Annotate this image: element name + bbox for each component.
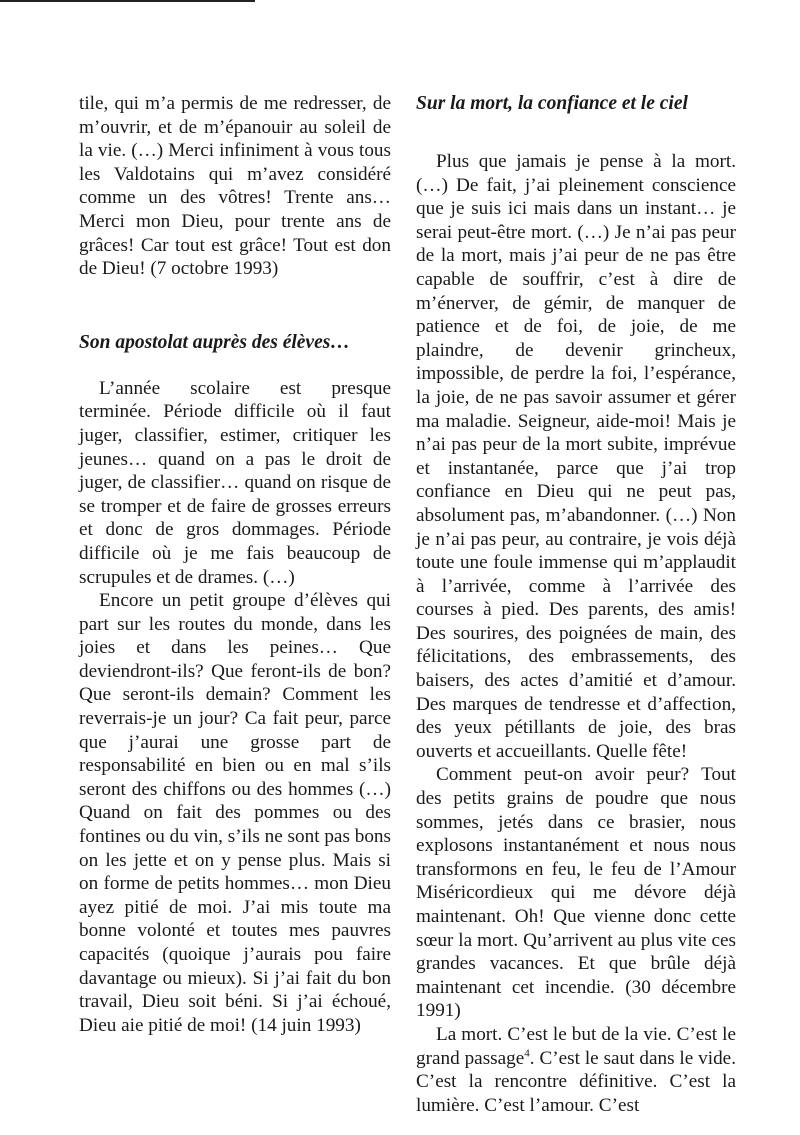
right-column — [416, 92, 736, 1117]
continued-paragraph: tile, qui m’a permis de me redresser, de m’ouvrir, et de m’épanouir au soleil de la vie. (…) Merci infiniment à vous tous les Valdotains qui m’avez considéré comme un des vôtres! Trente ans… Merci mon Dieu, pour trente ans de grâces! Car tout est grâce! Tout est don de Dieu! (7 octobre 1993) — [79, 93, 391, 280]
paragraph: Comment peut-on avoir peur? Tout des petits grains de poudre que nous sommes, jetés dans ce brasier, nous explosons instantanément et nous nous transformons en feu, le feu de l’Amour Miséricordieux qui me dévore déjà maintenant. Oh! Que vienne donc cette sœur la mort. Qu’arrivent au plus vite ces grandes vacances. Et que brûle déjà maintenant cet incendie. (30 décembre 1991) — [416, 764, 736, 1022]
paragraph: Plus que jamais je pense à la mort. (…) De fait, j’ai pleinement conscience que je suis ici mais dans un instant… je serai peut-être mort. (…) Je n’ai pas peur de la mort, mais j’ai peur de ne pas être capable de souffrir, c’est à dire de m’énerver, de gémir, de manquer de patience et de foi, de joie, de me plaindre, de devenir grincheux, impossible, de perdre la foi, l’espérance, la joie, de ne pas savoir assumer et gérer ma maladie. Seigneur, aide-moi! Mais je n’ai pas peur de la mort subite, imprévue et instantanée, parce que j’ai trop confiance en Dieu qui ne peut pas, absolument pas, m’abandonner. (…) Non je n’ai pas peur, au contraire, je vois déjà toute une foule immense qui m’applaudit à l’arrivée, comme à l’arrivée des courses à pied. Des parents, des amis! Des sourires, des poignées de main, des félicitations, des embrassements, des baisers, des actes d’amitié et d’amour. Des marques de tendresse et d’affection, des yeux pétillants de joie, des bras ouverts et accueillants. Quelle fête! — [416, 151, 736, 762]
last-paragraph — [416, 1023, 736, 1117]
section-title-mort: Sur la mort, la confiance et le ciel — [416, 93, 688, 114]
left-column — [79, 92, 391, 1037]
footnote-marker[interactable]: 4 — [524, 1047, 530, 1060]
section-title-apostolat: Son apostolat auprès des élèves… — [79, 331, 350, 353]
text-run: La mort. C’est le but de la vie. C’est le grand passage — [416, 1023, 736, 1069]
paragraph: L’année scolaire est presque terminée. Période difficile où il faut juger, classifier, estimer, critiquer les jeunes… quand on a pas le droit de juger, de classifier… quand on risque de se tromper et de faire de grosses erreurs et donc de gros dommages. Période difficile où je me fais beaucoup de scrupules et de drames. (…) — [79, 377, 391, 588]
top-rule — [0, 0, 255, 2]
text-run: . C’est le saut dans le vide. C’est la rencontre définitive. C’est la lumière. C’est l’amour. C’est — [416, 1047, 736, 1116]
paragraph: Encore un petit groupe d’élèves qui part sur les routes du monde, dans les joies et dans les peines… Que deviendront-ils? Que feront-ils de bon? Que seront-ils demain? Comment les reverrais-je un jour? Ca fait peur, parce que j’aurai une grosse part de responsabilité en bien ou en mal s’ils seront des chiffons ou des hommes (…) Quand on fait des pommes ou des fontines ou du vin, s’ils ne sont pas bons on les jette et on y pense plus. Mais si on forme de petits hommes… mon Dieu ayez pitié de moi. J’ai mis toute ma bonne volonté et toutes mes pauvres capacités (quoique j’aurais pou faire davantage ou mieux). Si j’ai fait du bon travail, Dieu soit béni. Si j’ai échoué, Dieu aie pitié de moi! (14 juin 1993) — [79, 590, 391, 1036]
